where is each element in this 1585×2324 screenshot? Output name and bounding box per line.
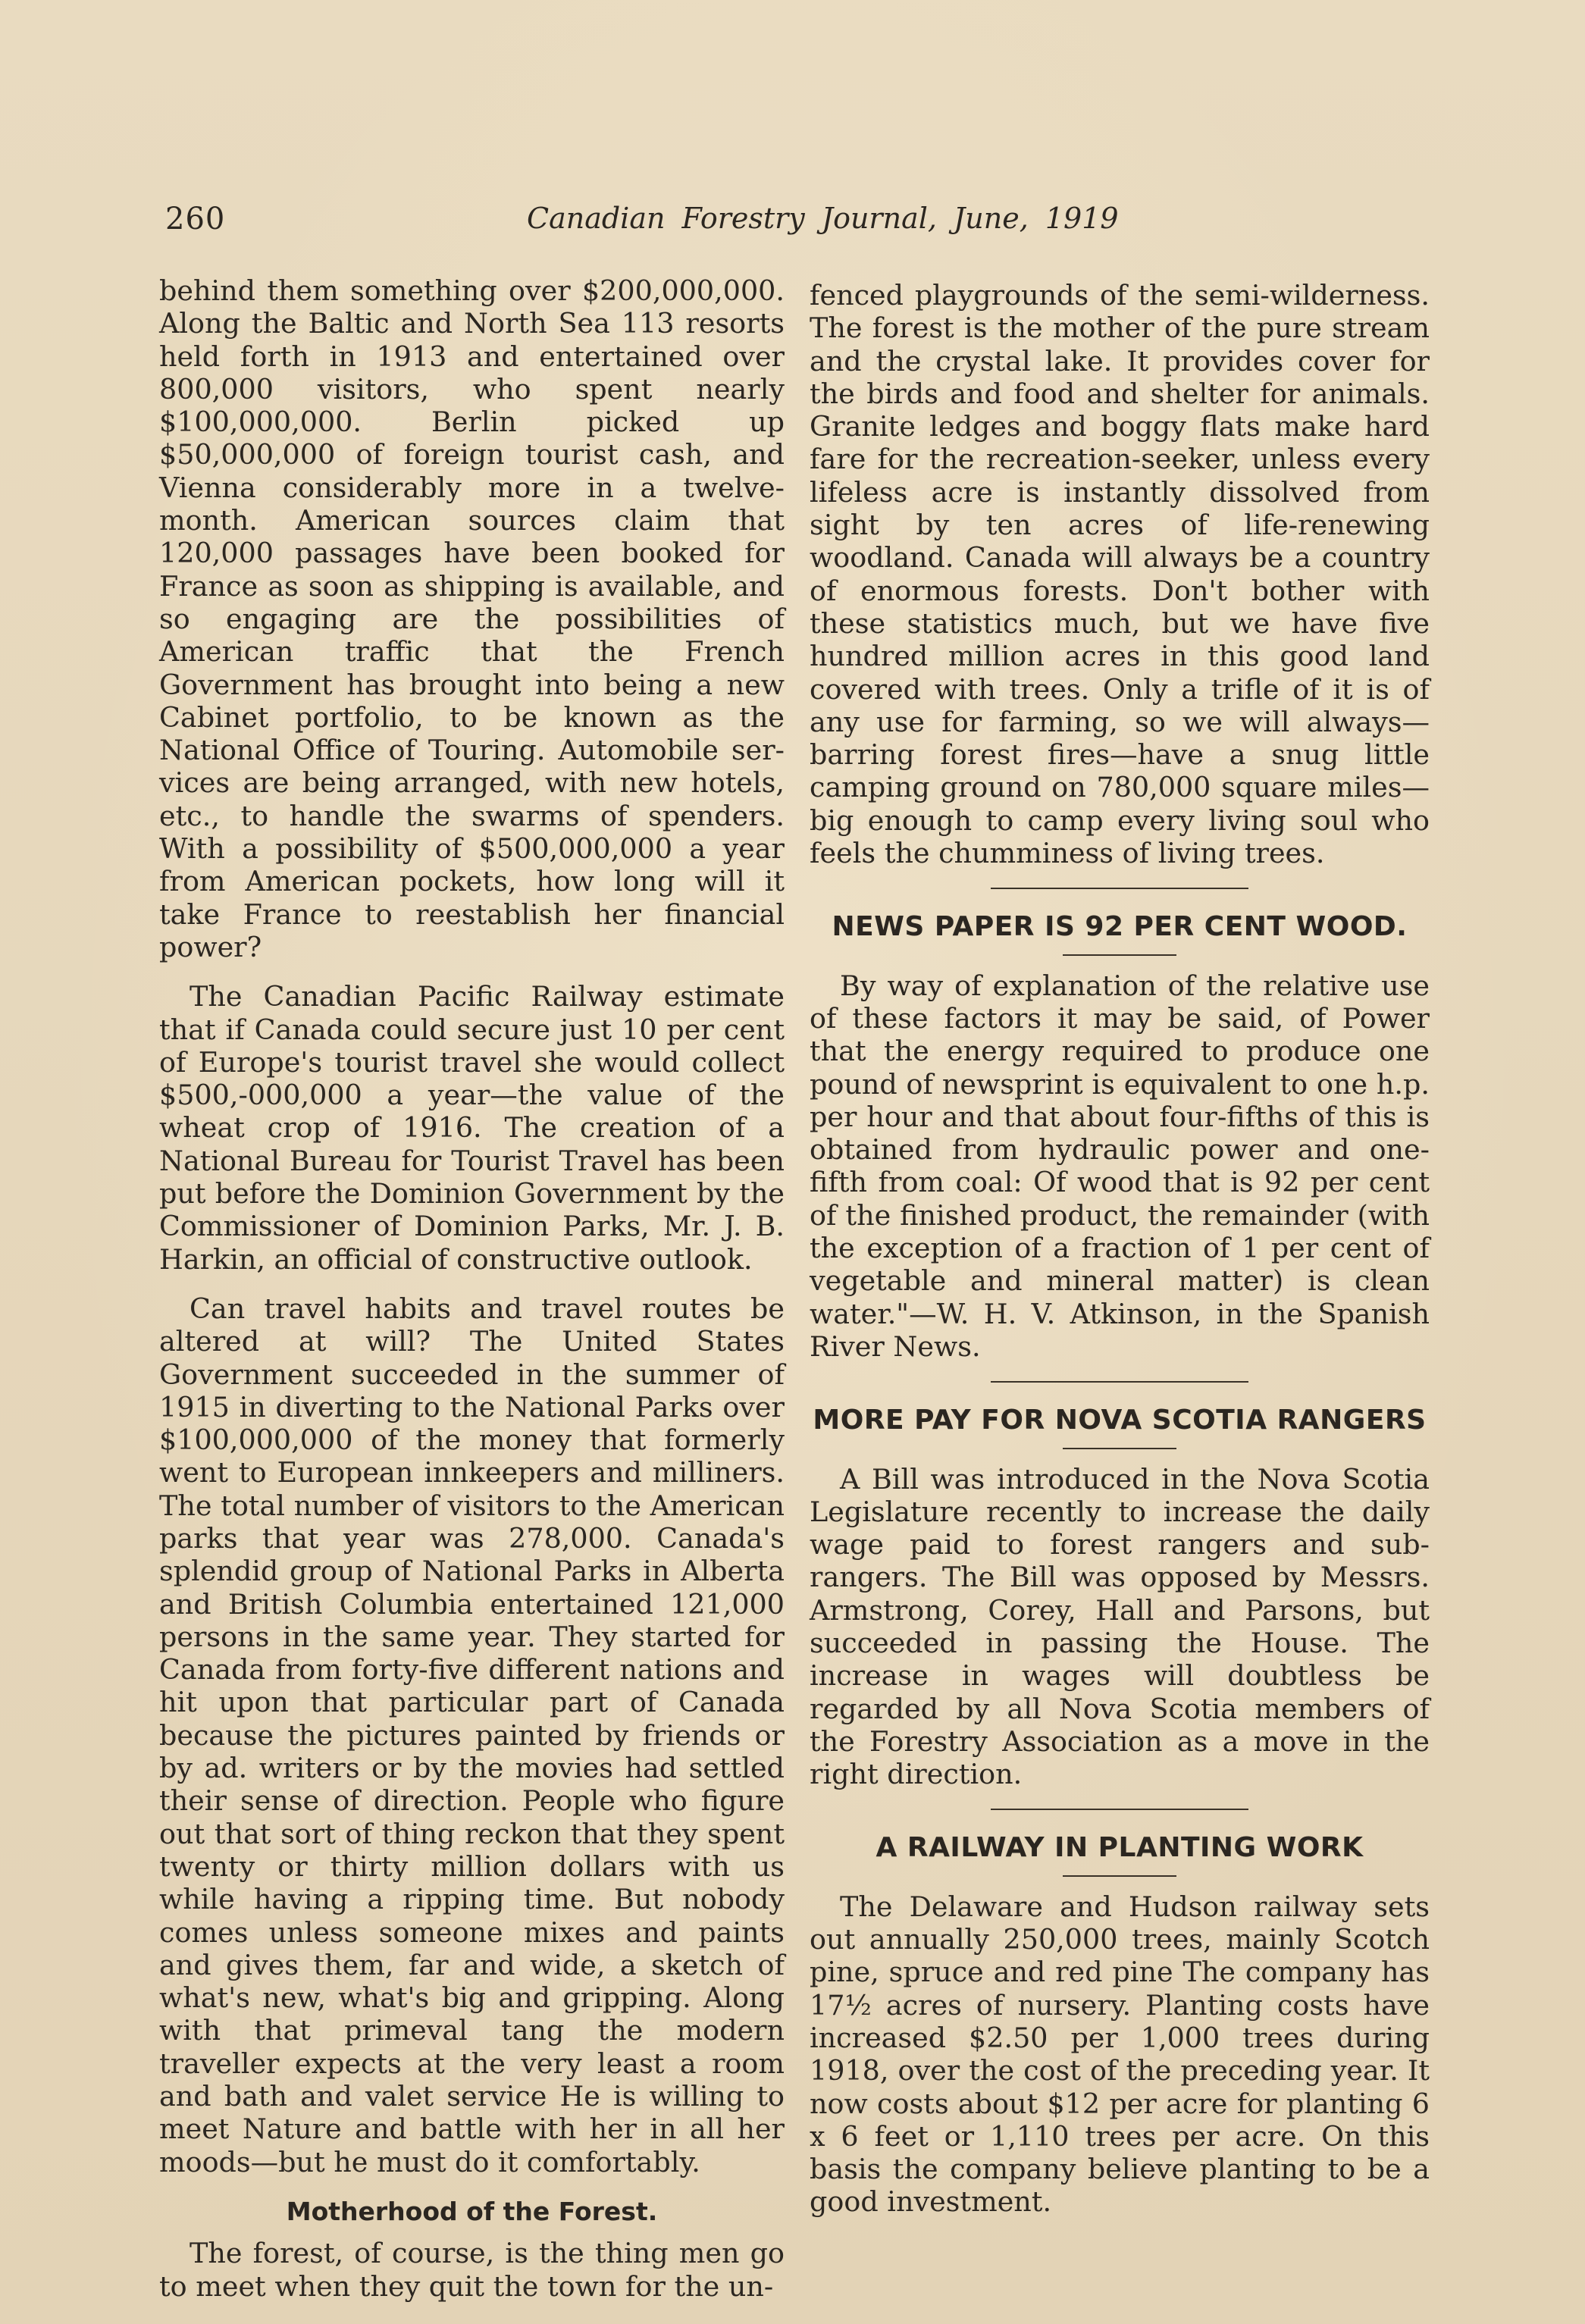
section-subheading: Motherhood of the Forest. <box>286 2196 658 2226</box>
page-number: 260 <box>165 202 226 236</box>
paragraph: fenced playgrounds of the semi-wilderness. The forest is the mother of the pure stream and the crystal lake. It provides cover for the birds and food and shelter for animals. Granite ledges and boggy flats make hard fare for the recreation-seeker, unless every lifeless acre is instantly dissolved from sight by ten acres of life-renewing woodland. Canada will always be a country of enormous forests. Don't bother with these statistics much, but we have five hundred million acres in this good land covered with trees. Only a trifle of it is of any use for farming, so we will always—barring forest fires—have a snug little camping ground on 780,000 square miles—big enough to camp every living soul who feels the chumminess of living trees. <box>810 279 1430 870</box>
left-column <box>159 274 785 2303</box>
running-title: Canadian Forestry Journal, June, 1919 <box>527 202 1119 235</box>
article-body: The Delaware and Hudson railway sets out annually 250,000 trees, mainly Scotch pine, spruce and red pine The company has 17½ acres of nursery. Planting costs have increased $2.50 per 1,000 trees during 1918, over the cost of the preceding year. It now costs about $12 per acre for planting 6 x 6 feet or 1,110 trees per acre. On this basis the company believe planting to be a good investment. <box>810 1890 1430 2219</box>
paragraph: behind them something over $200,000,000. Along the Baltic and North Sea 113 resorts held forth in 1913 and entertained over 800,000 visitors, who spent nearly $100,000,000. Berlin picked up $50,000,000 of foreign tourist cash, and Vienna considerably more in a twelvemonth. American sources claim that 120,000 passages have been booked for France as soon as shipping is available, and so engaging are the possibilities of American traffic that the French Government has brought into being a new Cabinet portfolio, to be known as the National Office of Touring. Automobile services are being arranged, with new hotels, etc., to handle the swarms of spenders. With a possibility of $500,000,000 a year from American pockets, how long will it take France to reestablish her financial power? <box>159 274 785 963</box>
paragraph: The Canadian Pacific Railway estimate that if Canada could secure just 10 per cent of Europe's tourist travel she would collect $500,-000,000 a year—the value of the wheat crop of 1916. The creation of a National Bureau for Tourist Travel has been put before the Dominion Government by the Commissioner of Dominion Parks, Mr. J. B. Harkin, an official of constructive outlook. <box>159 980 785 1276</box>
paragraph: The forest, of course, is the thing men go to meet when they quit the town for the un- <box>159 2237 785 2303</box>
article-divider <box>991 1381 1248 1383</box>
page-header <box>159 202 1433 247</box>
headline-rule <box>1063 1448 1176 1449</box>
article-headline: MORE PAY FOR NOVA SCOTIA RANGERS <box>813 1405 1427 1436</box>
article-body: By way of explanation of the relative use of these factors it may be said, of Power that the energy required to produce one pound of newsprint is equivalent to one h.p. per hour and that about four-fifths of this is obtained from hydraulic power and one-fifth from coal: Of wood that is 92 per cent of the finished product, the remainder (with the exception of a fraction of 1 per cent of vegetable and mineral matter) is clean water."—W. H. V. Atkinson, in the Spanish River News. <box>810 969 1430 1363</box>
paragraph: Can travel habits and travel routes be altered at will? The United States Government succeeded in the summer of 1915 in diverting to the National Parks over $100,000,000 of the money that formerly went to European innkeepers and milliners. The total number of visitors to the American parks that year was 278,000. Canada's splendid group of National Parks in Alberta and British Columbia entertained 121,000 persons in the same year. They started for Canada from forty-five different nations and hit upon that particular part of Canada because the pictures painted by friends or by ad. writers or by the movies had settled their sense of direction. People who figure out that sort of thing reckon that they spent twenty or thirty million dollars with us while having a ripping time. But nobody comes unless someone mixes and paints and gives them, far and wide, a sketch of what's new, what's big and gripping. Along with that primeval tang the modern traveller expects at the very least a room and bath and valet service He is willing to meet Nature and battle with her in all her moods—but he must do it comfortably. <box>159 1292 785 2178</box>
headline-rule <box>1063 1875 1176 1877</box>
article-divider <box>991 888 1248 889</box>
right-column <box>810 279 1430 2219</box>
article-headline: A RAILWAY IN PLANTING WORK <box>876 1832 1364 1864</box>
article-body: A Bill was introduced in the Nova Scotia Legislature recently to increase the daily wage paid to forest rangers and sub-rangers. The Bill was opposed by Messrs. Armstrong, Corey, Hall and Parsons, but succeeded in passing the House. The increase in wages will doubtless be regarded by all Nova Scotia members of the Forestry Association as a move in the right direction. <box>810 1462 1430 1791</box>
article-headline: NEWS PAPER IS 92 PER CENT WOOD. <box>832 911 1408 943</box>
article-divider <box>991 1809 1248 1810</box>
headline-rule <box>1063 954 1176 956</box>
